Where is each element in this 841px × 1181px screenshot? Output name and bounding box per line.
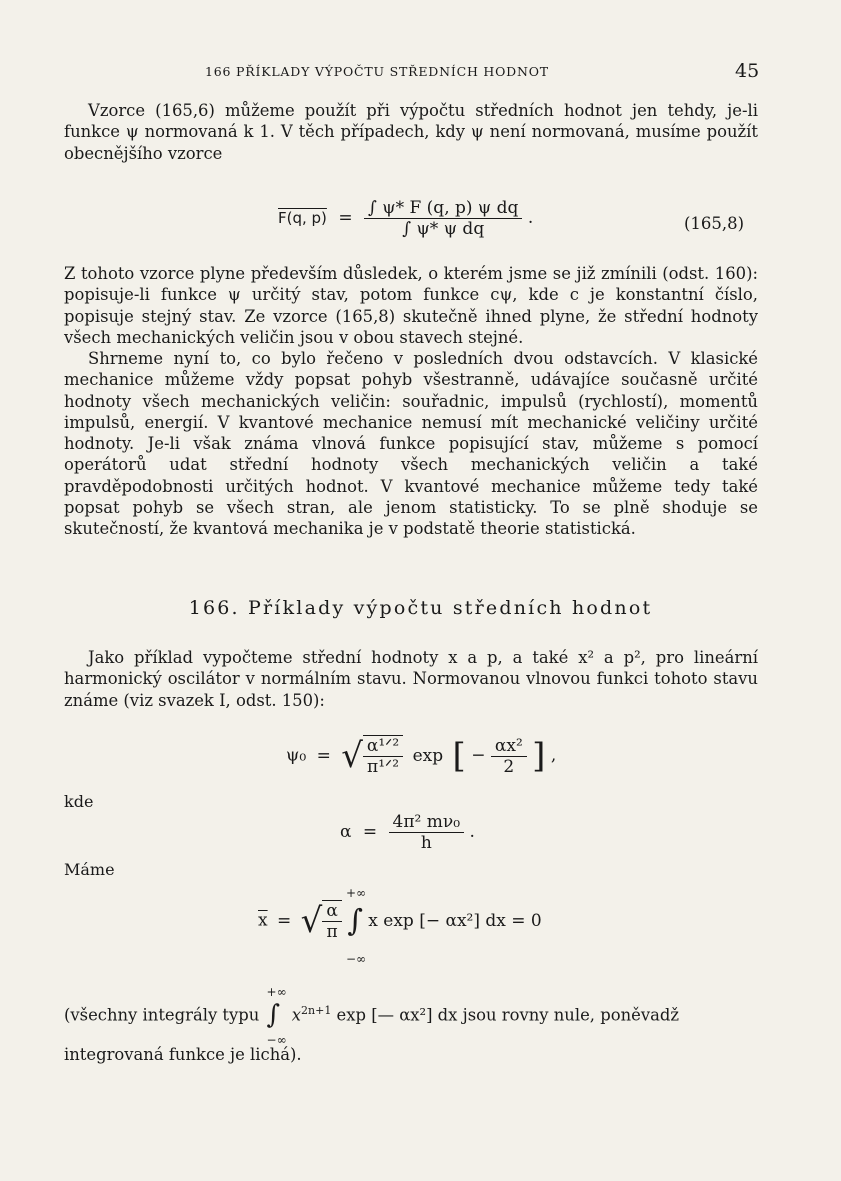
sqrt-sign-2: √ [300,901,323,941]
equation-label: (165,8) [684,214,745,233]
eq3-end: . [469,822,475,842]
eq1-lhs: F(q, p) [278,209,327,227]
equation-psi0 [286,735,556,777]
p5-lower-limit: −∞ [266,1033,287,1048]
page-number: 45 [735,60,760,82]
p5-integral-sign: ∫ [266,1000,281,1031]
eq2-lhs: ψ₀ [286,745,307,766]
eq2-exp: exp [412,745,444,766]
eq2-minus: − [471,745,486,766]
eq2-root-den: π¹ᐟ² [367,757,400,777]
paragraph-4: Jako příklad vypočteme střední hodnoty x a p, a také x² a p², pro lineární harmonický oscilátor v normálním stavu. Normovanou vlnovou funkci tohoto stavu známe (viz svazek I, odst. 150): [64,648,758,710]
eq4-lower-limit: −∞ [346,952,367,966]
eq2-frac-den: 2 [503,756,515,777]
eq1-numerator: ∫ ψ* F (q, p) ψ dq [364,198,522,219]
eq3-lhs: α [340,822,352,842]
paragraph-2: Z tohoto vzorce plyne především důsledek, o kterém jsme se již zmínili (odst. 160): popisuje-li funkce ψ určitý stav, potom funkce cψ, kde c je konstantní číslo, popisuje stejný stav. Ze vzorce (165,8) skutečně ihned plyne, že střední hodnoty všech mechanických veličin jsou v obou stavech stejné. [64,264,758,347]
eq1-equals: = [338,208,353,228]
p5-power: 2n+1 [301,1004,332,1017]
eq1-end: . [527,208,534,228]
eq3-equals: = [362,822,378,842]
equation-alpha [340,812,475,853]
integral-sign: ∫ [347,903,363,939]
sqrt-sign: √ [341,736,363,776]
running-header: 166 PŘÍKLADY VÝPOČTU STŘEDNÍCH HODNOT [205,64,549,79]
p5-integrand-x: x [291,1005,302,1025]
eq4-upper-limit: +∞ [346,886,367,900]
eq2-root-fraction [363,735,403,777]
eq3-fraction [389,812,464,853]
eq3-num: 4π² mν₀ [389,812,464,833]
p5-upper-limit: +∞ [266,985,287,1000]
p5-text-b: exp [— αx²] dx jsou rovny nule, poněvadž [336,1005,679,1025]
eq2-left-bracket: [ [452,736,466,776]
section-heading: 166. Příklady výpočtu středních hodnot [188,597,653,619]
eq2-right-bracket: ] [532,736,546,776]
label-kde: kde [64,792,94,811]
p5-text-a: (všechny integrály typu [64,1005,260,1025]
eq4-root-num: α [322,901,341,922]
eq4-equals: = [277,910,292,931]
eq2-fraction [491,736,527,777]
eq4-lhs: $\overline{x}$ [258,910,268,931]
eq4-integrand: x exp [− αx²] dx = 0 [368,911,542,931]
eq4-root-fraction [322,900,341,942]
eq2-root-num: α¹ᐟ² [363,736,403,757]
eq2-end: , [550,745,557,766]
paragraph-3: Shrneme nyní to, co bylo řečeno v posledních dvou odstavcích. V klasické mechanice můžeme vždy popsat pohyb všestranně, udávajíce současně určité hodnoty všech mechanických veličin: souřadnic, impulsů (rychlostí), momentů impulsů, energií. V kvantové mechanice nemusí mít mechanické veličiny určité hodnoty. Je-li však známa vlnová funkce popisující stav, můžeme s pomocí operátorů udat střední hodnoty všech mechanických veličin a také pravděpodobnosti určitých hodnot. V kvantové mechanice můžeme tedy také popsat pohyb se všech stran, ale jenom statisticky. To se plně shoduje se skutečností, že kvantová mechanika je v podstatě theorie statistická. [64,349,758,539]
paragraph-1: Vzorce (165,6) můžeme použít při výpočtu středních hodnot jen tehdy, je-li funkce ψ normovaná k 1. V těch případech, kdy ψ není normovaná, musíme použít obecnějšího vzorce [64,101,758,163]
equation-x-mean [258,886,588,966]
equation-165-8 [278,198,533,239]
label-mame: Máme [64,860,115,879]
eq1-fraction [364,198,522,239]
paragraph-5-line-2: integrovaná funkce je lichá). [64,1045,302,1064]
eq1-denominator: ∫ ψ* ψ dq [402,219,485,239]
eq4-root-den: π [326,922,338,942]
eq2-frac-num: αx² [491,736,527,757]
eq3-den: h [420,833,432,853]
eq2-equals: = [316,745,331,766]
p5-integral [266,985,287,1048]
paragraph-5-line-1 [64,985,764,1048]
